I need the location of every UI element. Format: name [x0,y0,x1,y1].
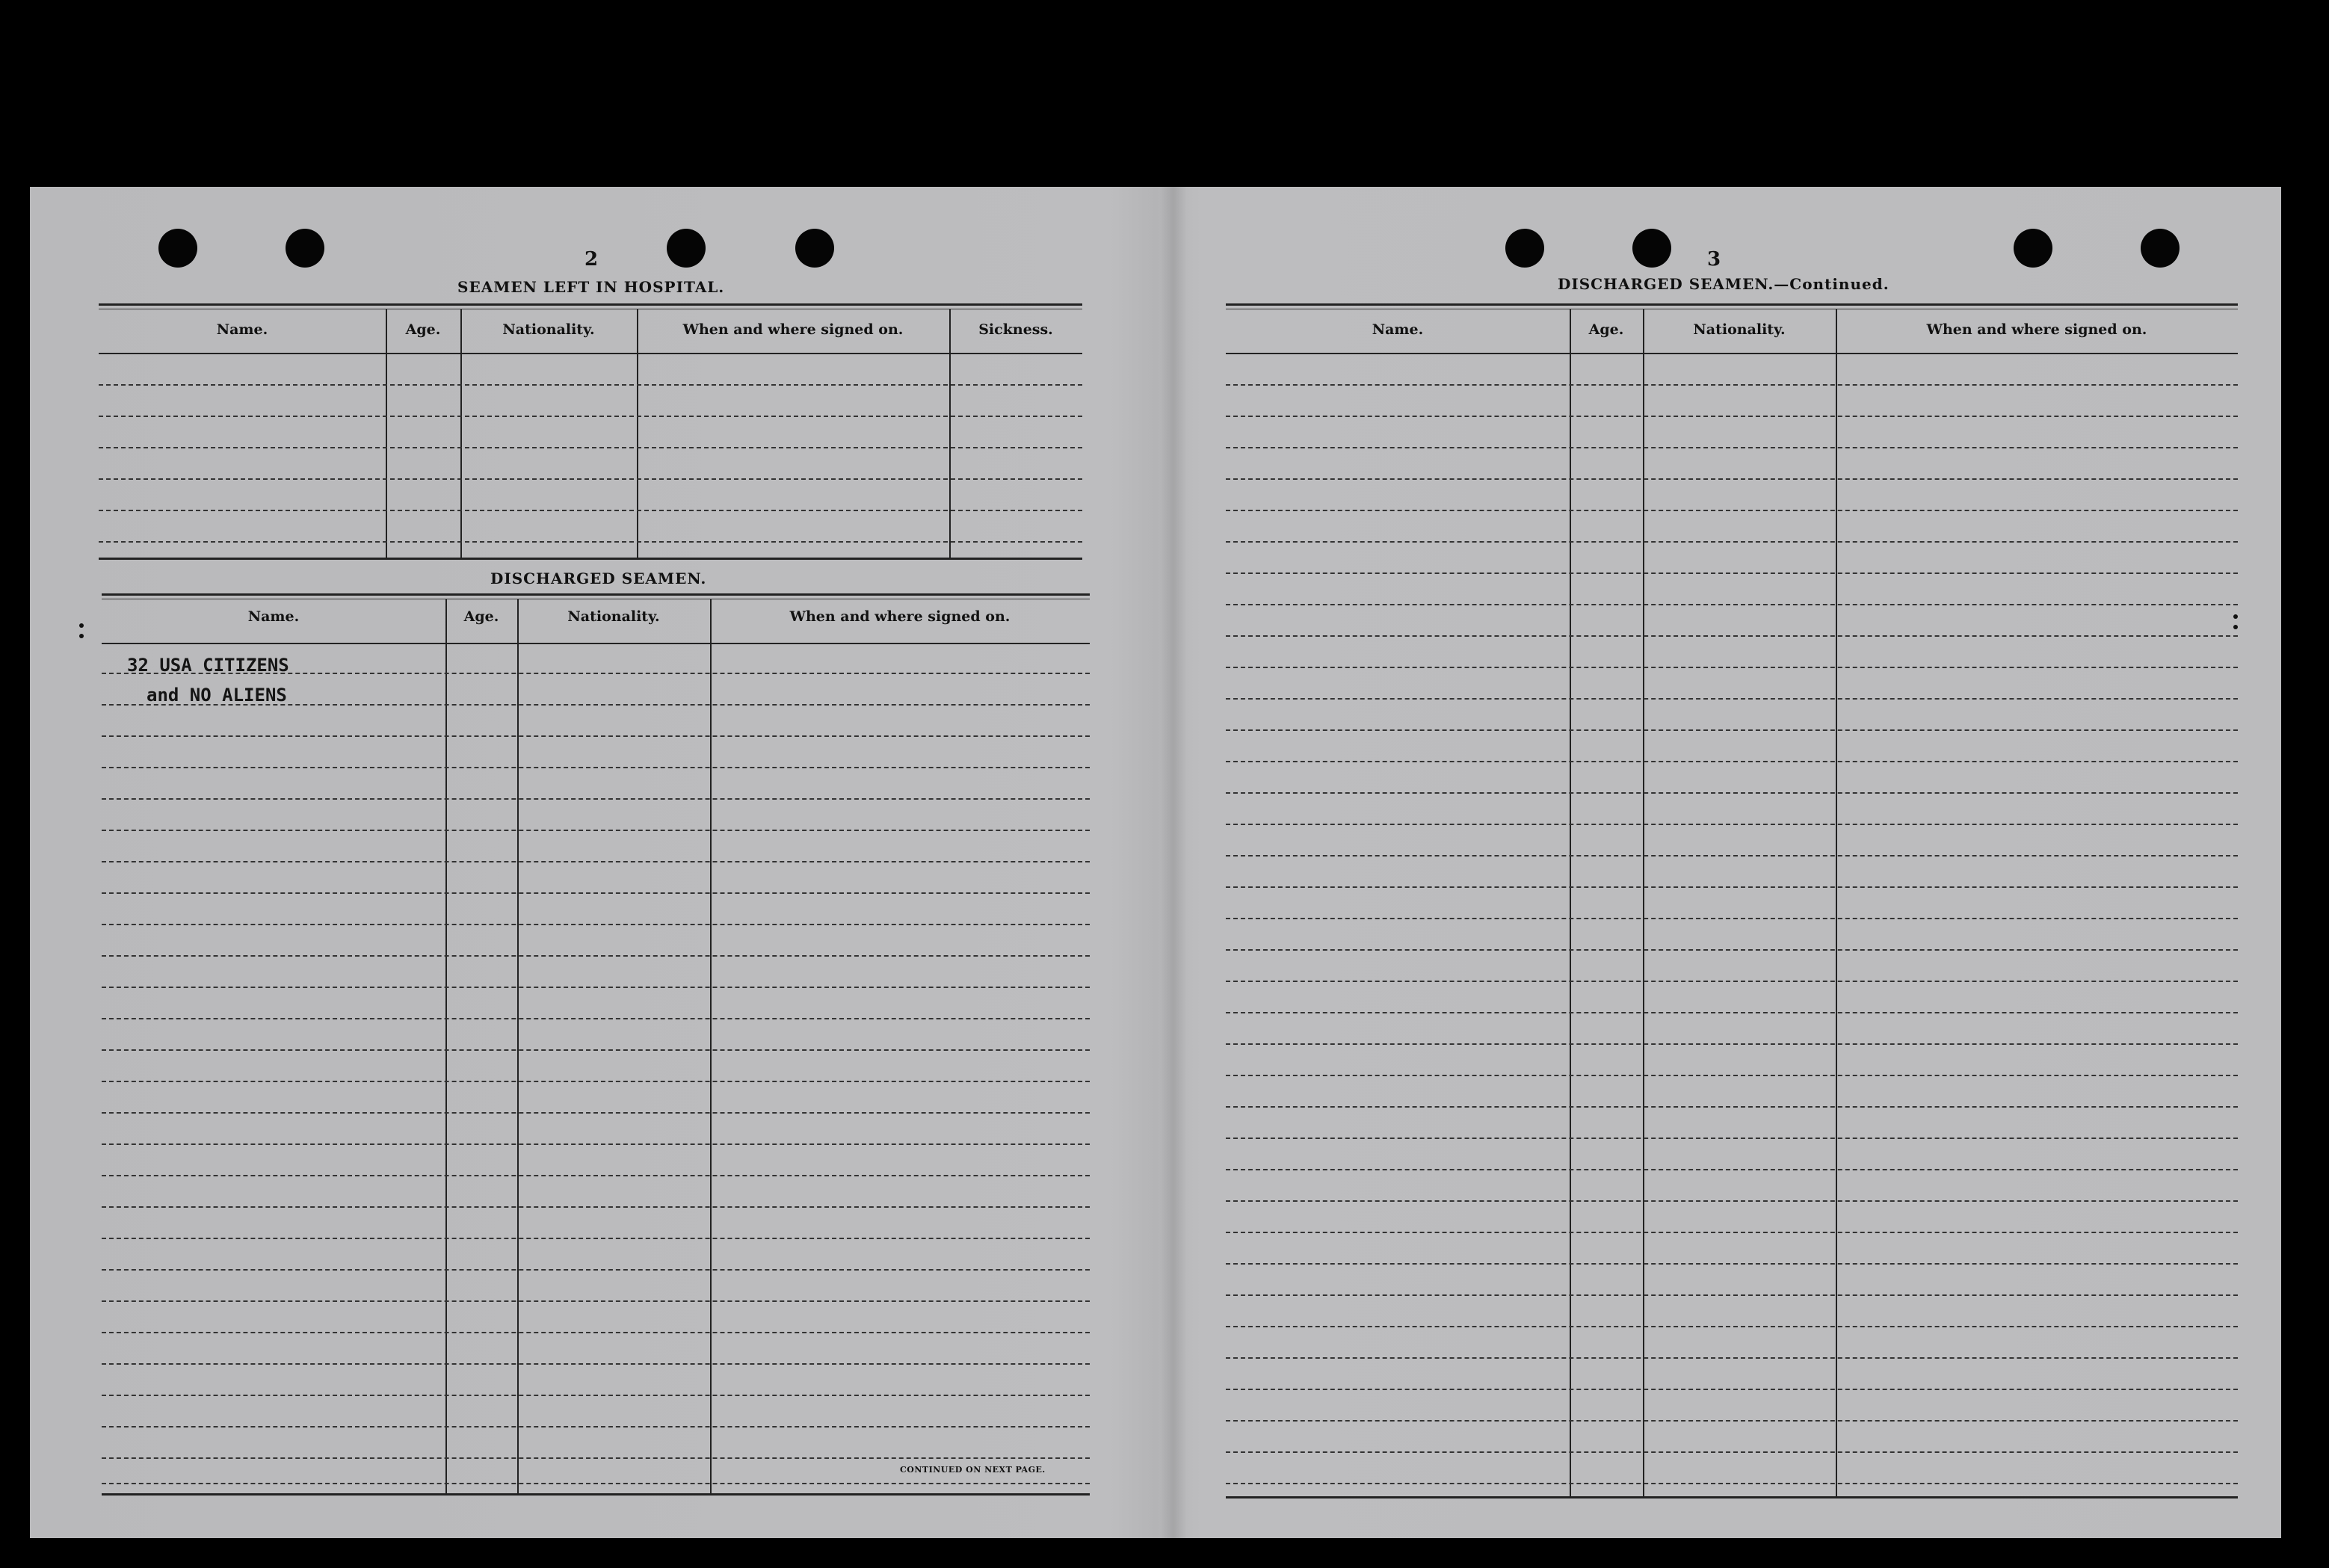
column-header-sickness: Sickness. [978,321,1053,338]
table-row [1226,384,2238,386]
column-header-age: Age. [405,321,441,338]
column-header-age: Age. [1588,321,1624,338]
table-row [1226,478,2238,480]
table-row [99,384,1082,386]
table-row [99,541,1082,543]
table-row [1226,1483,2238,1484]
table-row [102,1395,1090,1396]
table-row [1226,824,2238,825]
typed-entry-aliens: and NO ALIENS [146,685,287,706]
table-row [102,1175,1090,1176]
table-row [1226,1075,2238,1076]
table-row [1226,949,2238,951]
table-row [1226,1263,2238,1265]
table-row [1226,1012,2238,1013]
table-row [102,1018,1090,1019]
table-row [102,1332,1090,1333]
table-row [1226,635,2238,637]
table-row [1226,416,2238,417]
table-row [102,892,1090,894]
table-row [1226,1357,2238,1359]
document-sheet [30,187,2281,1538]
table-row [102,767,1090,768]
typed-entry-citizens: 32 USA CITIZENS [127,655,289,676]
table-row [102,1269,1090,1271]
table-row [1226,541,2238,543]
table-row [102,1483,1090,1484]
table-row [99,478,1082,480]
page-fold [1160,187,1187,1538]
table-row [1226,1200,2238,1202]
table-row [1226,1389,2238,1390]
column-header-age: Age. [463,608,499,625]
table-row [102,1238,1090,1239]
table-row [99,447,1082,448]
table-row [1226,604,2238,605]
edge-mark [79,623,84,628]
table-row [1226,572,2238,574]
table-row [102,673,1090,674]
table-row [102,955,1090,957]
table-row [1226,729,2238,731]
table-row [1226,761,2238,762]
punch-hole [286,229,324,268]
table-row [102,704,1090,706]
table-row [1226,447,2238,448]
continued-footer: CONTINUED ON NEXT PAGE. [900,1465,1046,1475]
table-row [1226,698,2238,700]
table-row [1226,510,2238,511]
table-row [102,924,1090,925]
table-row [102,798,1090,800]
table-row [1226,792,2238,794]
table-row [1226,1043,2238,1045]
discharged-table-left [102,593,1090,1498]
hospital-section-title: SEAMEN LEFT IN HOSPITAL. [457,278,725,296]
column-header-name: Name. [247,608,300,625]
page-number-left: 2 [584,248,599,271]
table-row [102,1426,1090,1427]
table-row [1226,855,2238,856]
column-header-signed-on: When and where signed on. [789,608,1011,625]
edge-mark [79,634,84,638]
punch-hole [1505,229,1544,268]
column-header-signed-on: When and where signed on. [682,321,904,338]
table-row [1226,918,2238,919]
table-row [99,510,1082,511]
column-header-name: Name. [1372,321,1424,338]
column-header-signed-on: When and where signed on. [1926,321,2147,338]
table-row [102,735,1090,737]
table-row [102,1112,1090,1114]
table-row [102,987,1090,988]
table-row [1226,1326,2238,1327]
discharged-section-title: DISCHARGED SEAMEN. [490,570,707,587]
table-row [1226,981,2238,982]
table-row [99,416,1082,417]
table-row [1226,1451,2238,1453]
table-row [102,830,1090,831]
punch-hole [2141,229,2180,268]
punch-hole [667,229,706,268]
table-row [1226,1138,2238,1139]
table-row [102,1300,1090,1302]
column-header-nationality: Nationality. [567,608,660,625]
table-row [1226,886,2238,888]
column-header-nationality: Nationality. [502,321,595,338]
table-row [102,1363,1090,1365]
table-row [1226,1232,2238,1233]
column-header-name: Name. [216,321,268,338]
table-row [1226,1106,2238,1108]
table-row [1226,667,2238,668]
table-row [1226,1420,2238,1422]
table-row [102,1206,1090,1208]
column-header-nationality: Nationality. [1693,321,1786,338]
table-row [102,1457,1090,1459]
hospital-table [99,303,1082,561]
punch-hole [1632,229,1671,268]
table-row [1226,1294,2238,1296]
punch-hole [2014,229,2052,268]
table-row [102,1049,1090,1051]
table-row [102,861,1090,862]
table-row [102,1081,1090,1082]
discharged-continued-title: DISCHARGED SEAMEN.—Continued. [1558,275,1890,293]
table-row [1226,1169,2238,1170]
discharged-table-right [1226,303,2238,1501]
punch-hole [795,229,834,268]
page-number-right: 3 [1707,248,1721,271]
table-row [102,1143,1090,1145]
punch-hole [158,229,197,268]
